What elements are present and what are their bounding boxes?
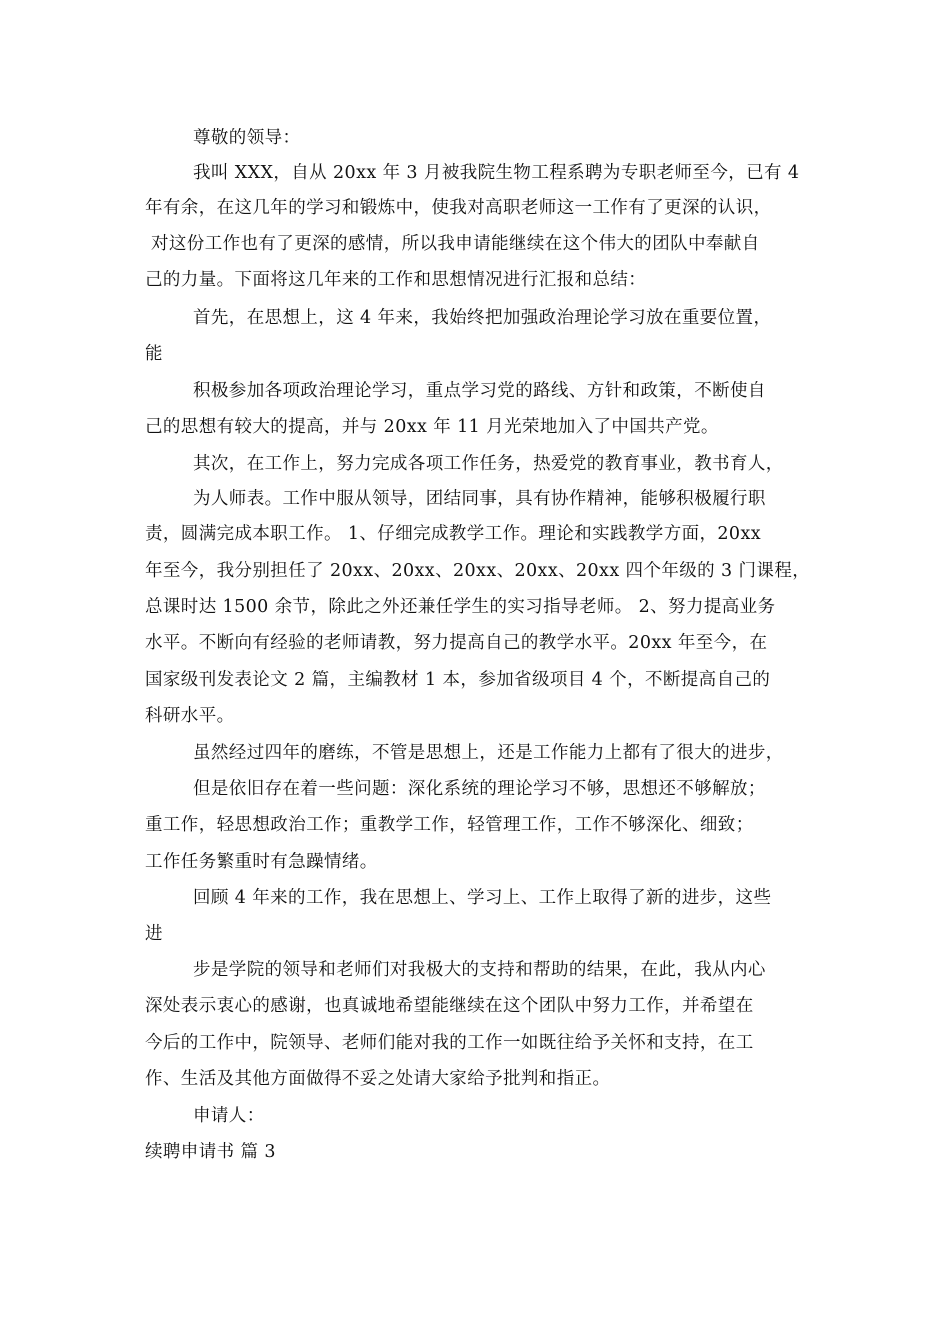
body-line: 工作任务繁重时有急躁情绪。	[145, 852, 378, 872]
body-line: 重工作，轻思想政治工作；重教学工作，轻管理工作，工作不够深化、细致；	[145, 815, 754, 835]
body-line: 能	[145, 344, 163, 364]
body-line: 但是依旧存在着一些问题：深化系统的理论学习不够，思想还不够解放；	[193, 779, 766, 799]
body-line: 水平。不断向有经验的老师请教，努力提高自己的教学水平。20xx 年至今，在	[145, 633, 768, 653]
body-line: 今后的工作中，院领导、老师们能对我的工作一如既往给予关怀和支持，在工	[145, 1033, 754, 1053]
body-line: 作、生活及其他方面做得不妥之处请大家给予批判和指正。	[145, 1069, 611, 1089]
body-line: 对这份工作也有了更深的感情，所以我申请能继续在这个伟大的团队中奉献自	[151, 234, 760, 254]
signature-label: 申请人：	[193, 1106, 265, 1126]
body-line: 国家级刊发表论文 2 篇，主编教材 1 本，参加省级项目 4 个，不断提高自己的	[145, 670, 771, 690]
body-line: 为人师表。工作中服从领导，团结同事，具有协作精神，能够积极履行职	[193, 489, 766, 509]
body-line: 年有余，在这几年的学习和锻炼中，使我对高职老师这一工作有了更深的认识，	[145, 198, 772, 218]
body-line: 科研水平。	[145, 706, 235, 726]
body-line: 其次，在工作上，努力完成各项工作任务，热爱党的教育事业，教书育人，	[193, 454, 784, 474]
body-line: 进	[145, 924, 163, 944]
body-line: 我叫 XXX，自从 20xx 年 3 月被我院生物工程系聘为专职老师至今，已有 4	[193, 163, 800, 183]
body-line: 虽然经过四年的磨练，不管是思想上，还是工作能力上都有了很大的进步，	[193, 743, 784, 763]
salutation: 尊敬的领导：	[193, 128, 301, 148]
body-line: 回顾 4 年来的工作，我在思想上、学习上、工作上取得了新的进步，这些	[193, 888, 772, 908]
body-line: 首先，在思想上，这 4 年来，我始终把加强政治理论学习放在重要位置，	[193, 308, 772, 328]
body-line: 步是学院的领导和老师们对我极大的支持和帮助的结果，在此，我从内心	[193, 960, 766, 980]
body-line: 深处表示衷心的感谢，也真诚地希望能继续在这个团队中努力工作，并希望在	[145, 996, 754, 1016]
section-heading: 续聘申请书 篇 3	[145, 1142, 276, 1162]
body-line: 己的思想有较大的提高，并与 20xx 年 11 月光荣地加入了中国共产党。	[145, 417, 719, 437]
body-line: 年至今，我分别担任了 20xx、20xx、20xx、20xx、20xx 四个年级的 3 门课程，	[145, 561, 811, 581]
body-line: 责，圆满完成本职工作。 1、仔细完成教学工作。理论和实践教学方面，20xx	[145, 524, 762, 544]
body-line: 总课时达 1500 余节，除此之外还兼任学生的实习指导老师。 2、努力提高业务	[145, 597, 776, 617]
body-line: 己的力量。下面将这几年来的工作和思想情况进行汇报和总结：	[145, 270, 647, 290]
body-line: 积极参加各项政治理论学习，重点学习党的路线、方针和政策，不断使自	[193, 381, 766, 401]
